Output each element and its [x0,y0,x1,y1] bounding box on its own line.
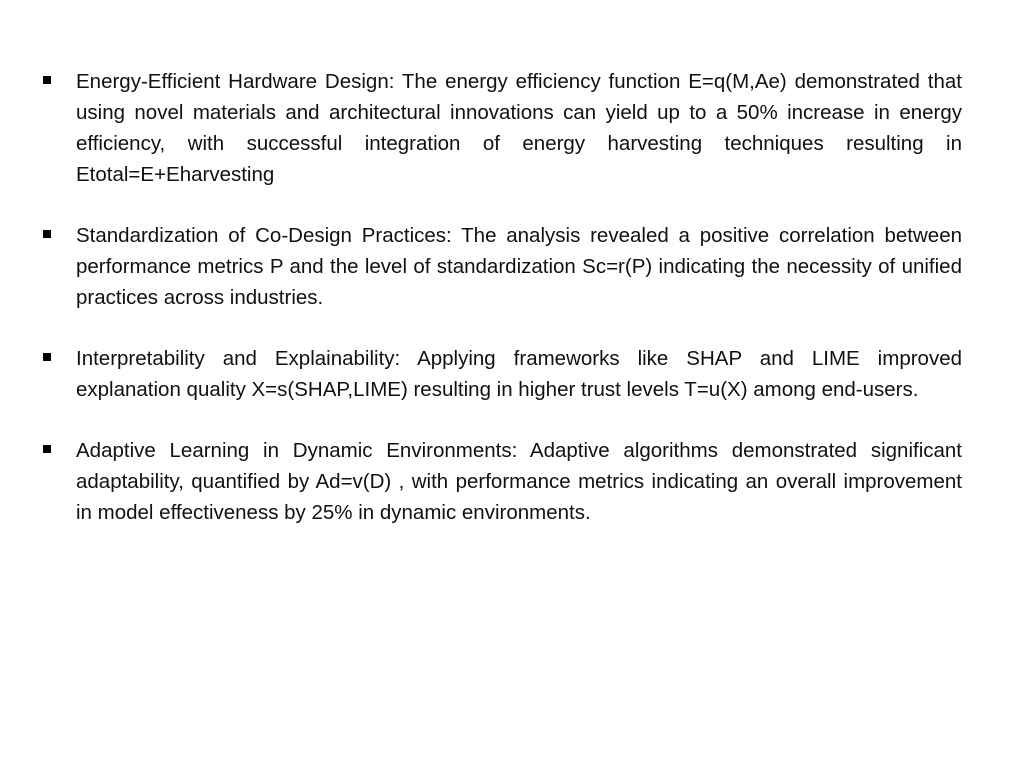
square-bullet-icon [43,445,51,453]
bullet-text: Interpretability and Explainability: Applying frameworks like SHAP and LIME improved explanation quality X=s(SHAP,LIME) resulting in higher trust levels T=u(X) among end-users. [76,347,962,401]
bullet-list [40,66,962,558]
bullet-item-interpretability [40,343,962,405]
bullet-text: Standardization of Co-Design Practices: The analysis revealed a positive correlation between performance metrics P and the level of standardization Sc=r(P) indicating the necessity of unified practices across industries. [76,224,962,309]
bullet-text: Adaptive Learning in Dynamic Environments: Adaptive algorithms demonstrated significant adaptability, quantified by Ad=v(D) , with performance metrics indicating an overall improvement in model effectiveness by 25% in dynamic environments. [76,439,962,524]
square-bullet-icon [43,353,51,361]
bullet-text: Energy-Efficient Hardware Design: The energy efficiency function E=q(M,Ae) demonstrated that using novel materials and architectural innovations can yield up to a 50% increase in energy efficiency, with successful integration of energy harvesting techniques resulting in Etotal=E+Eharvesting [76,70,962,186]
bullet-item-energy-efficient-hardware [40,66,962,190]
square-bullet-icon [43,230,51,238]
square-bullet-icon [43,76,51,84]
bullet-item-adaptive-learning [40,435,962,528]
bullet-item-standardization [40,220,962,313]
